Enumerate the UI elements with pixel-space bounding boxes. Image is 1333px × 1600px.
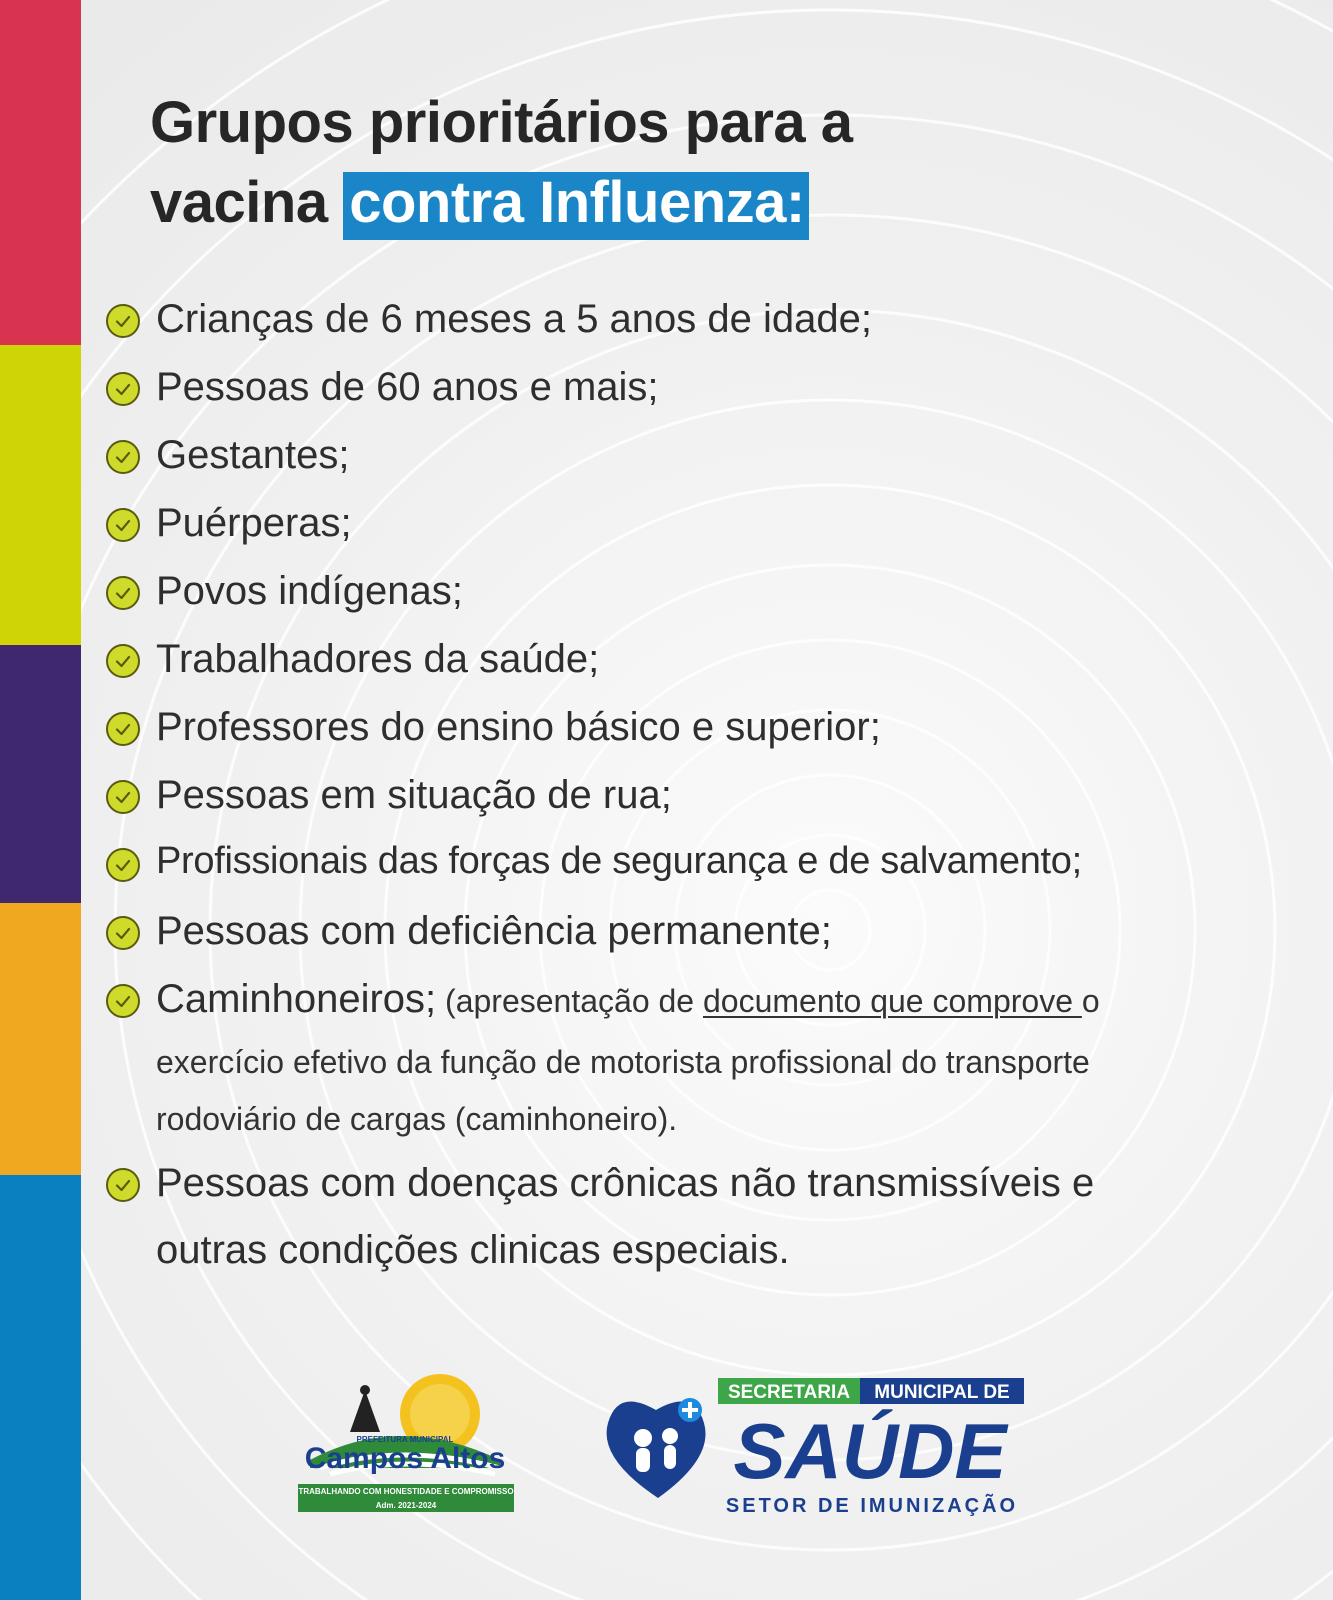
note-open: (apresentação de — [436, 983, 703, 1019]
note-after: o — [1081, 983, 1100, 1019]
check-icon — [106, 508, 140, 542]
title-highlight: contra Influenza: — [343, 172, 809, 240]
list-item-text — [156, 976, 1100, 1022]
list-item-text: Puérperas; — [156, 501, 352, 545]
page-title-line2 — [150, 172, 809, 240]
list-item-text: Pessoas com doenças crônicas não transmissíveis e — [156, 1161, 1095, 1205]
list-item-text: Pessoas com deficiência permanente; — [156, 909, 832, 953]
check-icon — [106, 848, 140, 882]
note-line3: rodoviário de cargas (caminhoneiro). — [156, 1101, 678, 1137]
list-item-text-line2: outras condições clinicas especiais. — [156, 1228, 790, 1272]
check-icon — [106, 372, 140, 406]
list-item-text: Professores do ensino básico e superior; — [156, 705, 881, 749]
campos-altos-logo — [290, 1372, 520, 1542]
note-line2: exercício efetivo da função de motorista profissional do transporte — [156, 1044, 1090, 1080]
campos-altos-name: Campos Altos — [304, 1442, 506, 1475]
check-icon — [106, 576, 140, 610]
list-item-text: Pessoas de 60 anos e mais; — [156, 365, 659, 409]
campos-altos-slogan: TRABALHANDO COM HONESTIDADE E COMPROMISSO — [298, 1487, 514, 1496]
saude-sector: SETOR DE IMUNIZAÇÃO — [725, 1495, 1019, 1517]
note-underlined: documento que comprove — [702, 983, 1082, 1019]
check-icon — [106, 712, 140, 746]
title-plain: vacina — [150, 170, 328, 235]
check-icon — [106, 304, 140, 338]
check-icon — [106, 440, 140, 474]
list-item-text: Gestantes; — [156, 433, 350, 477]
check-icon — [106, 780, 140, 814]
list-item-text: Crianças de 6 meses a 5 anos de idade; — [156, 297, 872, 341]
campos-altos-top-label: PREFEITURA MUNICIPAL — [356, 1435, 454, 1444]
saude-logo — [598, 1378, 1048, 1538]
check-icon — [106, 644, 140, 678]
list-item-text: Povos indígenas; — [156, 569, 463, 613]
item-caminhoneiros: Caminhoneiros; — [156, 977, 437, 1021]
check-icon — [106, 916, 140, 950]
list-item-text: Pessoas em situação de rua; — [156, 773, 672, 817]
check-icon — [106, 1168, 140, 1202]
saude-banner-left: SECRETARIA — [727, 1382, 851, 1403]
check-icon — [106, 984, 140, 1018]
saude-banner-right: MUNICIPAL DE — [874, 1382, 1010, 1403]
saude-big-word: SAÚDE — [733, 1407, 1007, 1495]
list-item-text: Profissionais das forças de segurança e de salvamento; — [156, 840, 1082, 882]
page-title-line1: Grupos prioritários para a — [150, 90, 853, 155]
list-item-text: Trabalhadores da saúde; — [156, 637, 600, 681]
heart-hands-family-icon — [607, 1398, 706, 1498]
campos-altos-term: Adm. 2021-2024 — [375, 1501, 437, 1510]
